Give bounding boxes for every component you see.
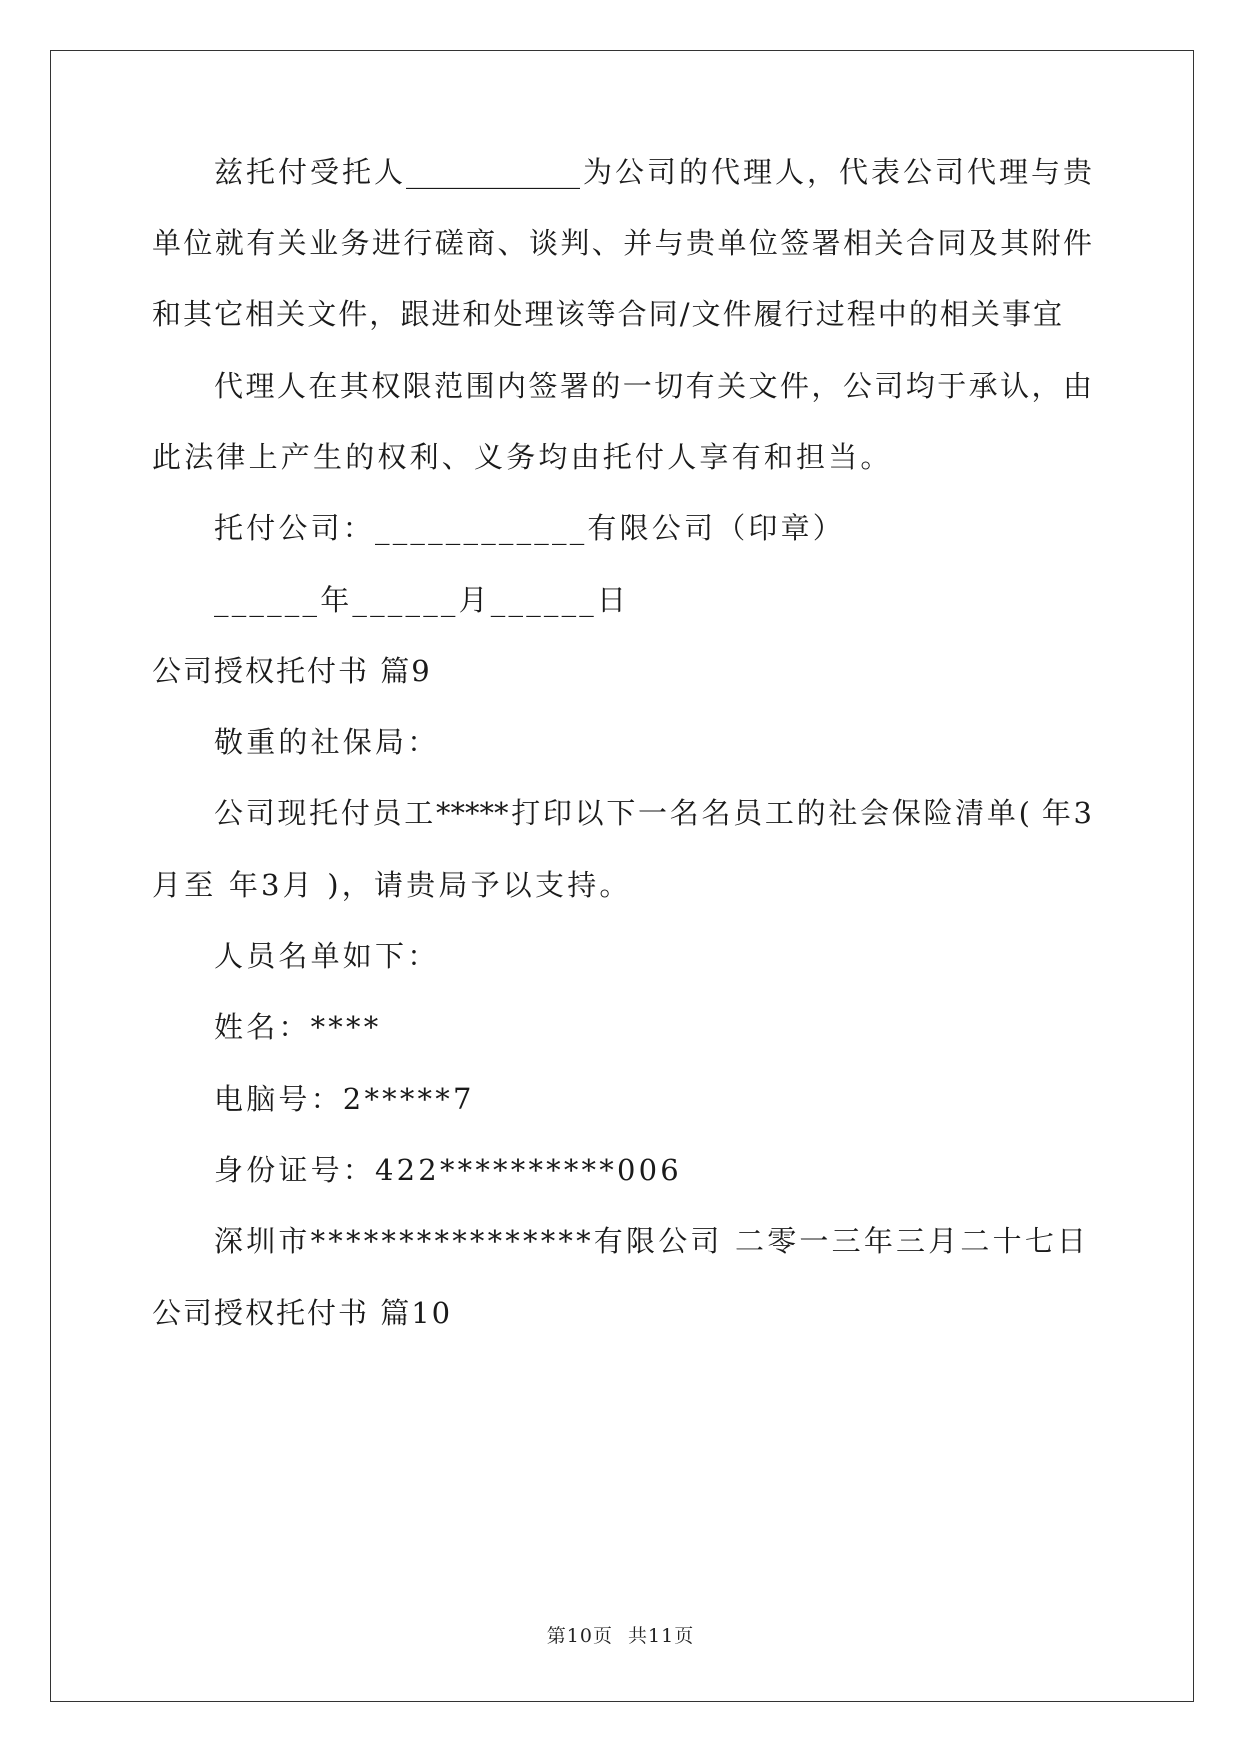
paragraph-1-line-3: 和其它相关文件，跟进和处理该等合同/文件履行过程中的相关事宜	[152, 297, 1062, 331]
salutation: 敬重的社保局：	[214, 725, 440, 759]
section-heading-9: 公司授权托付书 篇9	[152, 654, 432, 688]
paragraph-2-line-1: 代理人在其权限范围内签署的一切有关文件，公司均于承认，由	[214, 369, 1092, 403]
page-total: 共11页	[628, 1625, 695, 1647]
signoff-line: 深圳市****************有限公司 二零一三年三月二十七日	[214, 1224, 1090, 1258]
paragraph-1-line-1: 兹托付受托人____________为公司的代理人，代表公司代理与贵	[214, 155, 1092, 189]
company-seal-line: 托付公司：____________有限公司（印章）	[214, 511, 846, 545]
paragraph-1-line-2: 单位就有关业务进行磋商、谈判、并与贵单位签署相关合同及其附件	[152, 226, 1092, 260]
id-number: 身份证号：422**********006	[214, 1153, 682, 1187]
computer-number: 电脑号：2*****7	[214, 1082, 475, 1116]
date-line: ______年______月______日	[214, 583, 630, 617]
section-heading-10: 公司授权托付书 篇10	[152, 1296, 453, 1330]
paragraph-3-line-2: 月至 年3月 )，请贵局予以支持。	[152, 868, 632, 902]
paragraph-2-line-2: 此法律上产生的权利、义务均由托付人享有和担当。	[152, 440, 893, 474]
paragraph-3-line-1: 公司现托付员工*****打印以下一名名员工的社会保险清单( 年3	[214, 796, 1092, 830]
list-intro: 人员名单如下：	[214, 939, 440, 973]
page-footer	[0, 1624, 1241, 1648]
employee-name: 姓名：****	[214, 1010, 382, 1044]
page-number: 第10页	[546, 1625, 613, 1647]
